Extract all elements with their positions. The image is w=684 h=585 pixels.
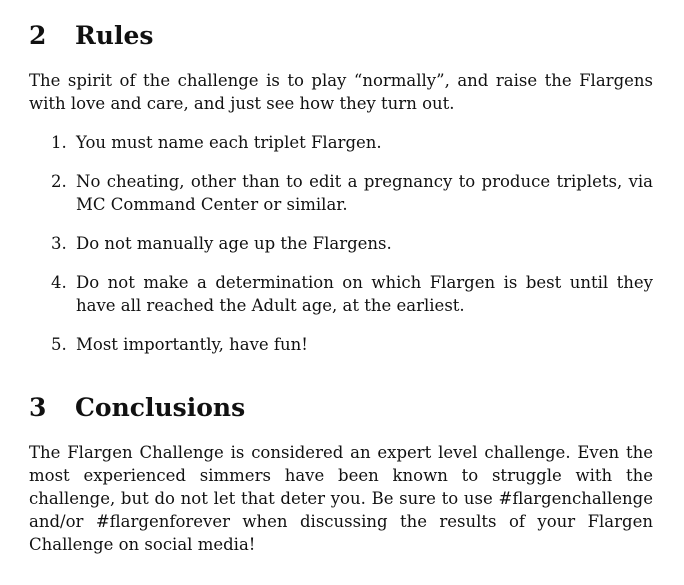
section-number: 2 (29, 21, 47, 50)
list-item-number: 2. (51, 172, 67, 191)
list-item (29, 170, 653, 216)
list-item-text: Most importantly, have fun! (76, 335, 308, 354)
list-item-number: 3. (51, 234, 67, 253)
list-item-text: No cheating, other than to edit a pregnancy to produce triplets, via MC Command Center or similar. (76, 172, 653, 214)
list-item-text: You must name each triplet Flargen. (76, 133, 382, 152)
list-item-number: 4. (51, 273, 67, 292)
section-number: 3 (29, 393, 47, 422)
list-item-text: Do not make a determination on which Flargen is best until they have all reached the Adult age, at the earliest. (76, 273, 653, 315)
rules-intro-paragraph: The spirit of the challenge is to play “normally”, and raise the Flargens with love and care, and just see how they turn out. (29, 71, 653, 113)
list-item-number: 1. (51, 133, 67, 152)
list-item (29, 232, 653, 255)
list-item-text: Do not manually age up the Flargens. (76, 234, 392, 253)
rules-list (29, 131, 653, 372)
section-heading-conclusions (29, 393, 245, 423)
section-title: Conclusions (75, 393, 246, 422)
section-heading-rules (29, 21, 153, 51)
section-title: Rules (75, 21, 154, 50)
list-item (29, 271, 653, 317)
conclusions-paragraph: The Flargen Challenge is considered an expert level challenge. Even the most experienced simmers have been known to struggle with the challenge, but do not let that deter you. Be sure to use #flargenchallenge and/or #flargenforever when discussing the results of your Flargen Challenge on social media! (29, 443, 653, 554)
list-item-number: 5. (51, 335, 67, 354)
list-item (29, 333, 653, 356)
list-item (29, 131, 653, 154)
